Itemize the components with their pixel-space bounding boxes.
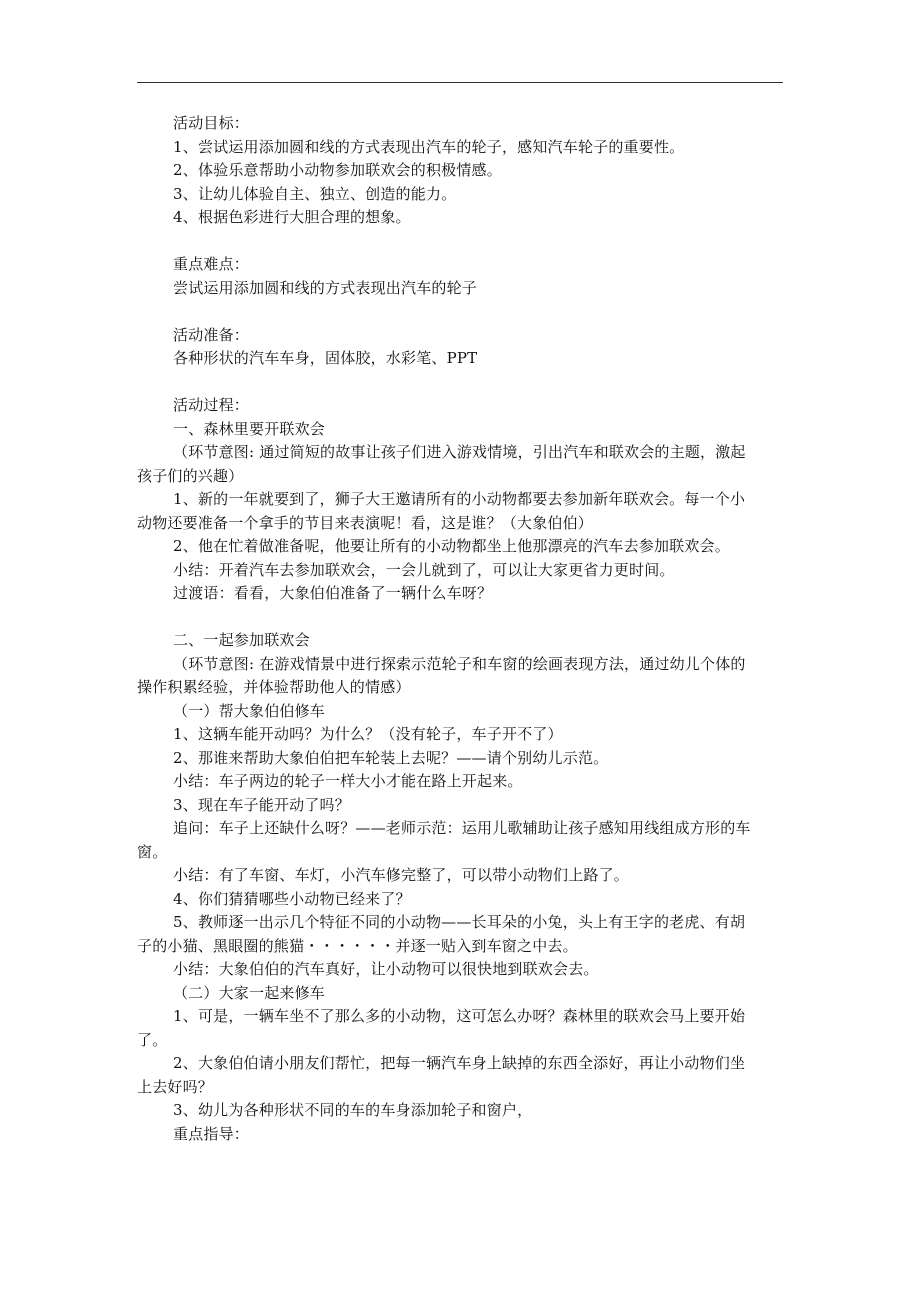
text-line: 各种形状的汽车车身，固体胶，水彩笔、PPT	[173, 349, 478, 367]
text-line: 2、体验乐意帮助小动物参加联欢会的积极情感。	[173, 161, 502, 179]
text-line: 4、你们猜猜哪些小动物已经来了？	[173, 889, 411, 908]
text-line: 4、根据色彩进行大胆合理的想象。	[173, 208, 411, 226]
text-line: 小结：车子两边的轮子一样大小才能在路上开起来。	[173, 772, 523, 790]
text-line: 了。	[137, 1030, 168, 1049]
text-line: （环节意图: 通过简短的故事让孩子们进入游戏情境，引出汽车和联欢会的主题，激起	[173, 443, 746, 461]
document-body	[0, 112, 920, 1146]
text-line: 小结：大象伯伯的汽车真好，让小动物可以很快地到联欢会去。	[173, 960, 599, 978]
text-line: 5、教师逐一出示几个特征不同的小动物——长耳朵的小兔，头上有王字的老虎、有胡	[173, 913, 746, 931]
text-line: 2、大象伯伯请小朋友们帮忙，把每一辆汽车身上缺掉的东西全添好，再让小动物们坐	[173, 1054, 746, 1072]
blank-line	[0, 300, 920, 324]
text-line: 动物还要准备一个拿手的节目来表演呢！看，这是谁？（大象伯伯）	[137, 513, 594, 532]
text-line: 活动过程：	[173, 396, 250, 414]
text-line: 重点指导：	[173, 1124, 250, 1143]
text-line: 过渡语：看看，大象伯伯准备了一辆什么车呀？	[173, 584, 493, 602]
text-line: 1、新的一年就要到了，狮子大王邀请所有的小动物都要去参加新年联欢会。每一个小	[173, 490, 746, 508]
blank-line	[0, 230, 920, 254]
text-line: 操作积累经验，并体验帮助他人的情感）	[137, 678, 411, 696]
text-line: 1、尝试运用添加圆和线的方式表现出汽车的轮子，感知汽车轮子的重要性。	[173, 137, 685, 156]
text-line: 1、可是，一辆车坐不了那么多的小动物，这可怎么办呀？森林里的联欢会马上要开始	[173, 1007, 746, 1025]
text-line: 3、幼儿为各种形状不同的车的车身添加轮子和窗户，	[173, 1101, 533, 1119]
text-line: 小结：开着汽车去参加联欢会，一会儿就到了，可以让大家更省力更时间。	[173, 560, 675, 579]
text-line: 活动目标：	[173, 114, 250, 132]
text-line: 2、那谁来帮助大象伯伯把车轮装上去呢？——请个别幼儿示范。	[173, 748, 609, 767]
blank-line	[0, 371, 920, 395]
text-line: 窗。	[137, 842, 168, 861]
text-line: 二、一起参加联欢会	[173, 631, 310, 649]
text-line: 尝试运用添加圆和线的方式表现出汽车的轮子	[173, 278, 478, 297]
text-line: 子的小猫、黑眼圈的熊猫・・・・・・并逐一贴入到车窗之中去。	[137, 936, 578, 955]
text-line: 2、他在忙着做准备呢，他要让所有的小动物都坐上他那漂亮的汽车去参加联欢会。	[173, 537, 730, 555]
text-line: 1、这辆车能开动吗？为什么？（没有轮子，车子开不了）	[173, 725, 563, 743]
text-line: 一、森林里要开联欢会	[173, 419, 326, 438]
header-rule	[137, 82, 783, 83]
text-line: 3、现在车子能开动了吗？	[173, 795, 350, 814]
text-line: （环节意图: 在游戏情景中进行探索示范轮子和车窗的绘画表现方法，通过幼儿个体的	[173, 654, 746, 673]
text-line: 小结：有了车窗、车灯，小汽车修完整了，可以带小动物们上路了。	[173, 866, 630, 884]
text-line: 重点难点：	[173, 255, 250, 273]
text-line: 活动准备：	[173, 325, 250, 344]
blank-line	[0, 606, 920, 630]
text-line: （二）大家一起来修车	[173, 983, 326, 1002]
text-line: （一）帮大象伯伯修车	[173, 701, 326, 720]
text-line: 追问：车子上还缺什么呀？——老师示范：运用儿歌辅助让孩子感知用线组成方形的车	[173, 819, 751, 837]
text-line: 孩子们的兴趣）	[137, 466, 244, 485]
text-line: 3、让幼儿体验自主、独立、创造的能力。	[173, 184, 457, 203]
text-line: 上去好吗？	[137, 1077, 214, 1096]
